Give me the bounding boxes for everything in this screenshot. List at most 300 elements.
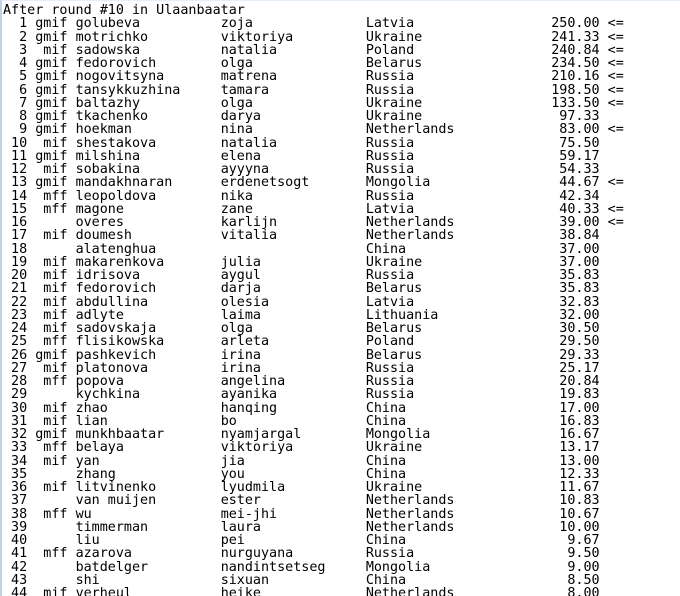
score-cell: 250.00 [519, 16, 600, 32]
score-cell: 11.67 [519, 480, 600, 495]
surname-cell: makarenkova [75, 254, 221, 270]
first-name-cell: nika [220, 188, 366, 204]
standings-row [3, 190, 680, 203]
country-cell: Russia [365, 148, 519, 164]
surname-cell: doumesh [75, 228, 221, 244]
rank-cell: 9 [3, 122, 36, 138]
score-cell: 198.50 [519, 82, 600, 98]
score-cell: 241.33 [519, 29, 600, 45]
first-name-cell: darja [220, 281, 366, 297]
title-cell: gmif [35, 82, 76, 98]
surname-cell: sadowska [75, 42, 221, 58]
surname-cell: fedorovich [75, 281, 221, 297]
rank-cell: 11 [3, 148, 36, 164]
title-cell: mif [35, 586, 76, 596]
rank-cell: 6 [3, 82, 36, 98]
standings-row [3, 574, 680, 587]
first-name-cell: angelina [220, 374, 366, 389]
standings-row [3, 309, 680, 322]
country-cell: Belarus [365, 281, 519, 297]
standings-row [3, 216, 680, 229]
score-cell: 240.84 [519, 42, 600, 58]
country-cell: Ukraine [365, 95, 519, 111]
country-cell: China [365, 241, 519, 257]
score-cell: 210.16 [519, 69, 600, 85]
first-name-cell: laura [220, 519, 366, 535]
standings-row [3, 375, 680, 388]
title-cell: mif [35, 453, 76, 469]
country-cell: China [365, 466, 519, 482]
country-cell: Netherlands [365, 519, 519, 535]
score-cell: 20.84 [519, 374, 600, 389]
country-cell: Belarus [365, 347, 519, 363]
rows-container [3, 17, 680, 596]
surname-cell: wu [75, 506, 221, 522]
country-cell: Poland [365, 334, 519, 350]
standings-row [3, 322, 680, 335]
score-cell: 25.17 [519, 360, 600, 376]
title-cell: mff [35, 201, 76, 217]
title-cell: gmif [35, 122, 76, 138]
first-name-cell: zoja [220, 16, 366, 32]
title-cell: gmif [35, 109, 76, 124]
country-cell: Latvia [365, 201, 519, 217]
first-name-cell: olga [220, 56, 366, 71]
standings-row [3, 44, 680, 57]
country-cell: China [365, 533, 519, 548]
title-cell: mff [35, 440, 76, 456]
marker-cell: <= [599, 16, 624, 32]
score-cell: 29.50 [519, 334, 600, 350]
marker-cell: <= [599, 175, 624, 191]
surname-cell: baltazhy [75, 95, 221, 111]
rank-cell: 39 [3, 519, 36, 535]
standings-row [3, 84, 680, 97]
first-name-cell: tamara [220, 82, 366, 98]
rank-cell: 43 [3, 572, 36, 588]
first-name-cell: bo [220, 413, 366, 429]
score-cell: 38.84 [519, 228, 600, 244]
score-cell: 234.50 [519, 56, 600, 71]
country-cell: Belarus [365, 56, 519, 71]
title-cell: mif [35, 228, 76, 244]
first-name-cell: laima [220, 307, 366, 323]
surname-cell: shestakova [75, 135, 221, 151]
standings-row [3, 547, 680, 560]
surname-cell: golubeva [75, 16, 221, 32]
score-cell: 75.50 [519, 135, 600, 151]
score-cell: 8.00 [519, 586, 600, 596]
standings-text[interactable] [2, 1, 680, 596]
marker-cell: <= [599, 29, 624, 45]
score-cell: 19.83 [519, 387, 600, 403]
first-name-cell: erdenetsogt [220, 175, 366, 191]
rank-cell: 25 [3, 334, 36, 350]
rank-cell: 30 [3, 400, 36, 416]
surname-cell: popova [75, 374, 221, 389]
header-line: After round #10 in Ulaanbaatar [3, 3, 245, 18]
marker-cell: <= [599, 56, 624, 71]
marker-cell: <= [599, 95, 624, 111]
country-cell: Poland [365, 42, 519, 58]
surname-cell: nogovitsyna [75, 69, 221, 85]
surname-cell: overes [75, 215, 221, 230]
surname-cell: belaya [75, 440, 221, 456]
standings-row [3, 428, 680, 441]
surname-cell: tansykkuzhina [75, 82, 221, 98]
score-cell: 9.67 [519, 533, 600, 548]
score-cell: 10.83 [519, 493, 600, 509]
standings-row [3, 269, 680, 282]
title-cell: gmif [35, 69, 76, 85]
surname-cell: sadovskaja [75, 321, 221, 336]
standings-row [3, 163, 680, 176]
standings-row [3, 17, 680, 30]
score-cell: 12.33 [519, 466, 600, 482]
title-cell: mff [35, 334, 76, 350]
first-name-cell: lyudmila [220, 480, 366, 495]
surname-cell: batdelger [75, 559, 221, 575]
rank-cell: 4 [3, 56, 36, 71]
first-name-cell: irina [220, 347, 366, 363]
title-cell: mif [35, 413, 76, 429]
rank-cell: 19 [3, 254, 36, 270]
rank-cell: 15 [3, 201, 36, 217]
rank-cell: 33 [3, 440, 36, 456]
country-cell: Lithuania [365, 307, 519, 323]
rank-cell: 32 [3, 427, 36, 442]
standings-row [3, 243, 680, 256]
title-cell: mif [35, 42, 76, 58]
rank-cell: 35 [3, 466, 36, 482]
standings-row [3, 587, 680, 596]
standings-row [3, 176, 680, 189]
score-cell: 10.00 [519, 519, 600, 535]
standings-row [3, 455, 680, 468]
first-name-cell: ayanika [220, 387, 366, 403]
first-name-cell: you [220, 466, 366, 482]
surname-cell: kychkina [75, 387, 221, 403]
country-cell: Russia [365, 374, 519, 389]
rank-cell: 34 [3, 453, 36, 469]
rank-cell: 24 [3, 321, 36, 336]
title-cell: mff [35, 374, 76, 389]
country-cell: Mongolia [365, 559, 519, 575]
standings-row [3, 282, 680, 295]
rank-cell: 17 [3, 228, 36, 244]
surname-cell: zhang [75, 466, 221, 482]
standings-row [3, 468, 680, 481]
title-cell: mif [35, 281, 76, 297]
surname-cell: mandakhnaran [75, 175, 221, 191]
rank-cell: 10 [3, 135, 36, 151]
first-name-cell: jia [220, 453, 366, 469]
score-cell: 44.67 [519, 175, 600, 191]
standings-row [3, 123, 680, 136]
surname-cell: hoekman [75, 122, 221, 138]
score-cell: 59.17 [519, 148, 600, 164]
standings-row [3, 229, 680, 242]
score-cell: 35.83 [519, 281, 600, 297]
score-cell: 29.33 [519, 347, 600, 363]
first-name-cell: arleta [220, 334, 366, 350]
score-cell: 13.00 [519, 453, 600, 469]
country-cell: Netherlands [365, 215, 519, 230]
score-cell: 39.00 [519, 215, 600, 230]
surname-cell: tkachenko [75, 109, 221, 124]
country-cell: Russia [365, 387, 519, 403]
rank-cell: 42 [3, 559, 36, 575]
surname-cell: azarova [75, 546, 221, 562]
standings-row [3, 402, 680, 415]
first-name-cell: sixuan [220, 572, 366, 588]
country-cell: Netherlands [365, 586, 519, 596]
surname-cell: magone [75, 201, 221, 217]
rank-cell: 16 [3, 215, 36, 230]
rank-cell: 27 [3, 360, 36, 376]
first-name-cell: nandintsetseg [220, 559, 366, 575]
standings-row [3, 110, 680, 123]
standings-row [3, 150, 680, 163]
surname-cell: milshina [75, 148, 221, 164]
rank-cell: 29 [3, 387, 36, 403]
rank-cell: 36 [3, 480, 36, 495]
country-cell: China [365, 453, 519, 469]
rank-cell: 22 [3, 294, 36, 310]
title-cell: mff [35, 506, 76, 522]
score-cell: 17.00 [519, 400, 600, 416]
first-name-cell: ayyyna [220, 162, 366, 177]
score-cell: 54.33 [519, 162, 600, 177]
first-name-cell: pei [220, 533, 366, 548]
first-name-cell: viktoriya [220, 29, 366, 45]
score-cell: 16.67 [519, 427, 600, 442]
country-cell: Russia [365, 82, 519, 98]
first-name-cell: julia [220, 254, 366, 270]
rank-cell: 23 [3, 307, 36, 323]
first-name-cell: nurguyana [220, 546, 366, 562]
rank-cell: 21 [3, 281, 36, 297]
title-cell: gmif [35, 95, 76, 111]
title-cell: mif [35, 360, 76, 376]
country-cell: Russia [365, 188, 519, 204]
country-cell: Ukraine [365, 109, 519, 124]
marker-cell: <= [599, 122, 624, 138]
title-cell: mff [35, 546, 76, 562]
first-name-cell: olga [220, 95, 366, 111]
country-cell: Netherlands [365, 506, 519, 522]
first-name-cell: olga [220, 321, 366, 336]
first-name-cell: olesia [220, 294, 366, 310]
score-cell: 42.34 [519, 188, 600, 204]
marker-cell: <= [599, 215, 624, 230]
standings-row [3, 31, 680, 44]
surname-cell: verheul [75, 586, 221, 596]
rank-cell: 41 [3, 546, 36, 562]
country-cell: Ukraine [365, 480, 519, 495]
score-cell: 97.33 [519, 109, 600, 124]
standings-row [3, 70, 680, 83]
first-name-cell: natalia [220, 42, 366, 58]
title-cell: mif [35, 162, 76, 177]
first-name-cell: darya [220, 109, 366, 124]
country-cell: Russia [365, 268, 519, 283]
marker-cell: <= [599, 201, 624, 217]
title-cell: mif [35, 268, 76, 283]
rank-cell: 44 [3, 586, 36, 596]
surname-cell: abdullina [75, 294, 221, 310]
title-cell: gmif [35, 175, 76, 191]
standings-row [3, 203, 680, 216]
rank-cell: 38 [3, 506, 36, 522]
surname-cell: leopoldova [75, 188, 221, 204]
surname-cell: van muijen [75, 493, 221, 509]
country-cell: Russia [365, 135, 519, 151]
title-cell: mff [35, 188, 76, 204]
first-name-cell: aygul [220, 268, 366, 283]
first-name-cell: ester [220, 493, 366, 509]
surname-cell: timmerman [75, 519, 221, 535]
country-cell: China [365, 413, 519, 429]
first-name-cell: nina [220, 122, 366, 138]
country-cell: China [365, 572, 519, 588]
first-name-cell: nyamjargal [220, 427, 366, 442]
score-cell: 32.00 [519, 307, 600, 323]
country-cell: China [365, 400, 519, 416]
rank-cell: 1 [3, 16, 36, 32]
rank-cell: 5 [3, 69, 36, 85]
surname-cell: sobakina [75, 162, 221, 177]
standings-row [3, 534, 680, 547]
standings-row [3, 388, 680, 401]
rank-cell: 14 [3, 188, 36, 204]
first-name-cell: vitalia [220, 228, 366, 244]
title-cell: gmif [35, 347, 76, 363]
score-cell: 83.00 [519, 122, 600, 138]
standings-row [3, 335, 680, 348]
standings-row [3, 494, 680, 507]
surname-cell: alatenghua [75, 241, 221, 257]
surname-cell: adlyte [75, 307, 221, 323]
country-cell: Russia [365, 546, 519, 562]
first-name-cell: karlijn [220, 215, 366, 230]
rank-cell: 3 [3, 42, 36, 58]
surname-cell: flisikowska [75, 334, 221, 350]
title-cell: gmif [35, 427, 76, 442]
rank-cell: 26 [3, 347, 36, 363]
country-cell: Russia [365, 360, 519, 376]
country-cell: Mongolia [365, 427, 519, 442]
title-cell: gmif [35, 148, 76, 164]
standings-row [3, 481, 680, 494]
title-cell: mif [35, 321, 76, 336]
surname-cell: yan [75, 453, 221, 469]
score-cell: 16.83 [519, 413, 600, 429]
title-cell: mif [35, 135, 76, 151]
country-cell: Latvia [365, 16, 519, 32]
rank-cell: 40 [3, 533, 36, 548]
score-cell: 35.83 [519, 268, 600, 283]
standings-row [3, 296, 680, 309]
country-cell: Belarus [365, 321, 519, 336]
standings-row [3, 561, 680, 574]
standings-row [3, 362, 680, 375]
first-name-cell: matrena [220, 69, 366, 85]
score-cell: 32.83 [519, 294, 600, 310]
surname-cell: zhao [75, 400, 221, 416]
country-cell: Netherlands [365, 493, 519, 509]
title-cell: mif [35, 480, 76, 495]
rank-cell: 2 [3, 29, 36, 45]
rank-cell: 13 [3, 175, 36, 191]
rank-cell: 8 [3, 109, 36, 124]
score-cell: 40.33 [519, 201, 600, 217]
standings-row [3, 97, 680, 110]
surname-cell: motrichko [75, 29, 221, 45]
surname-cell: fedorovich [75, 56, 221, 71]
country-cell: Mongolia [365, 175, 519, 191]
title-cell: gmif [35, 16, 76, 32]
marker-cell: <= [599, 69, 624, 85]
first-name-cell: natalia [220, 135, 366, 151]
title-cell: gmif [35, 29, 76, 45]
country-cell: Latvia [365, 294, 519, 310]
standings-row [3, 508, 680, 521]
rank-cell: 31 [3, 413, 36, 429]
score-cell: 10.67 [519, 506, 600, 522]
country-cell: Ukraine [365, 440, 519, 456]
country-cell: Netherlands [365, 228, 519, 244]
score-cell: 9.00 [519, 559, 600, 575]
standings-row [3, 57, 680, 70]
score-cell: 30.50 [519, 321, 600, 336]
rank-cell: 18 [3, 241, 36, 257]
surname-cell: shi [75, 572, 221, 588]
country-cell: Russia [365, 69, 519, 85]
score-cell: 37.00 [519, 241, 600, 257]
title-cell: mif [35, 400, 76, 416]
surname-cell: liu [75, 533, 221, 548]
country-cell: Russia [365, 162, 519, 177]
score-cell: 8.50 [519, 572, 600, 588]
first-name-cell: mei-jhi [220, 506, 366, 522]
rank-cell: 12 [3, 162, 36, 177]
surname-cell: lian [75, 413, 221, 429]
rank-cell: 7 [3, 95, 36, 111]
surname-cell: munkhbaatar [75, 427, 221, 442]
standings-row [3, 349, 680, 362]
score-cell: 133.50 [519, 95, 600, 111]
marker-cell: <= [599, 42, 624, 58]
standings-row [3, 415, 680, 428]
title-cell: mif [35, 294, 76, 310]
country-cell: Ukraine [365, 254, 519, 270]
surname-cell: platonova [75, 360, 221, 376]
first-name-cell: irina [220, 360, 366, 376]
first-name-cell: heike [220, 586, 366, 596]
rank-cell: 28 [3, 374, 36, 389]
first-name-cell: viktoriya [220, 440, 366, 456]
rank-cell: 37 [3, 493, 36, 509]
first-name-cell: hanqing [220, 400, 366, 416]
standings-row [3, 441, 680, 454]
surname-cell: pashkevich [75, 347, 221, 363]
title-cell: gmif [35, 56, 76, 71]
country-cell: Ukraine [365, 29, 519, 45]
standings-row [3, 521, 680, 534]
score-cell: 13.17 [519, 440, 600, 456]
surname-cell: idrisova [75, 268, 221, 283]
